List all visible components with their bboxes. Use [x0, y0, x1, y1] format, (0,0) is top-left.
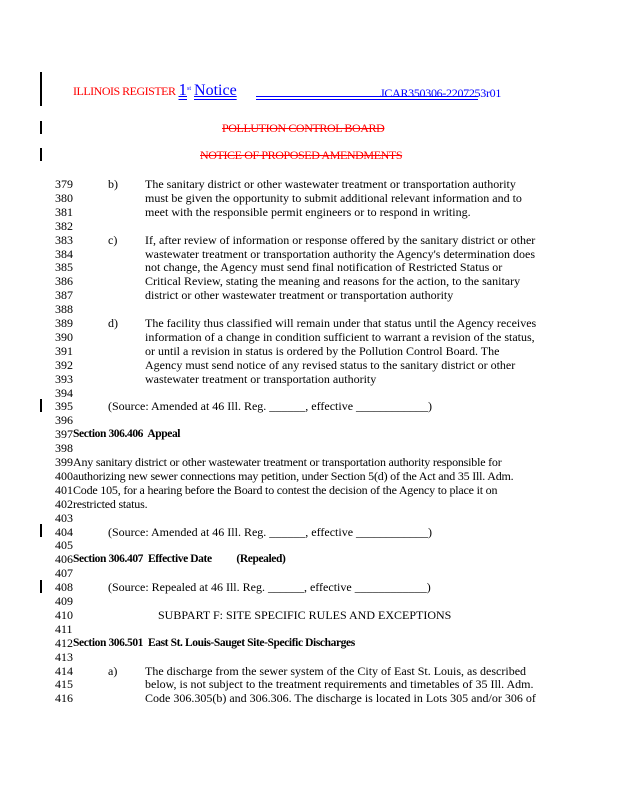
document-line: [0, 344, 618, 358]
document-line: [0, 205, 618, 219]
item-text: The sanitary district or other wastewater treatment or transportation authority: [145, 177, 516, 191]
line-number: 403: [55, 510, 73, 525]
page-header: [73, 80, 237, 100]
page-number: 1: [178, 80, 187, 99]
line-number: 382: [55, 218, 73, 233]
line-number: 415: [55, 677, 73, 692]
line-number: 407: [55, 566, 73, 581]
line-number: 388: [55, 302, 73, 317]
document-line: [0, 608, 618, 622]
document-line: [0, 427, 618, 441]
item-text: not change, the Agency must send final notification of Restricted Status or: [145, 260, 503, 275]
document-line: [0, 191, 618, 205]
document-line: [0, 622, 618, 636]
item-text: Code 306.305(b) and 306.306. The discharge is located in Lots 305 and/or 306 of: [145, 691, 536, 706]
notice-label: Notice: [194, 82, 237, 99]
document-line: [0, 552, 618, 566]
document-line: [0, 219, 618, 233]
change-bar: [40, 72, 42, 106]
line-number: 379: [55, 177, 73, 191]
line-number: 394: [55, 385, 73, 400]
document-line: [0, 372, 618, 386]
document-line: [0, 260, 618, 274]
item-text: wastewater treatment or transportation authority: [145, 371, 377, 386]
line-number: 399: [55, 455, 73, 469]
item-text: Agency must send notice of any revised status to the sanitary district or other: [145, 357, 516, 372]
notice-type: NOTICE OF PROPOSED AMENDMENTS: [200, 148, 403, 162]
document-line: [0, 233, 618, 247]
line-number: 381: [55, 204, 73, 219]
document-line: [0, 358, 618, 372]
item-text: district or other wastewater treatment or transportation authority: [145, 288, 454, 303]
item-text: information of a change in condition sufficient to warrant a revision of the status,: [145, 329, 535, 344]
paragraph-text: Any sanitary district or other wastewater treatment or transportation authority responsible for: [73, 455, 502, 469]
paragraph-text: Code 105, for a hearing before the Board to contest the decision of the Agency to place it on: [73, 482, 498, 497]
line-number: 400: [55, 468, 73, 483]
document-line: [0, 386, 618, 400]
document-line: [0, 664, 618, 678]
line-number: 414: [55, 663, 73, 678]
document-line: [0, 177, 618, 191]
document-line: [0, 483, 618, 497]
agency-name: POLLUTION CONTROL BOARD: [222, 121, 385, 135]
line-number: 405: [55, 538, 73, 553]
document-line: [0, 677, 618, 691]
item-label: c): [108, 232, 118, 247]
document-line: [0, 441, 618, 455]
line-number: 413: [55, 649, 73, 664]
source-note: (Source: Amended at 46 Ill. Reg. ______, effective ____________): [108, 399, 433, 414]
line-number: 392: [55, 357, 73, 372]
section-heading: Section 306.407 Effective Date (Repealed): [73, 553, 286, 566]
change-bar: [40, 121, 42, 134]
document-line: [0, 636, 618, 650]
line-number: 408: [55, 580, 73, 595]
document-line: [0, 525, 618, 539]
line-number: 389: [55, 316, 73, 330]
line-number: 390: [55, 329, 73, 344]
line-number: 395: [55, 399, 73, 414]
source-note: (Source: Repealed at 46 Ill. Reg. ______, effective ____________): [108, 580, 431, 595]
line-number: 409: [55, 594, 73, 608]
document-line: [0, 288, 618, 302]
document-line: [0, 511, 618, 525]
document-line: [0, 455, 618, 469]
line-number: 384: [55, 246, 73, 261]
document-line: [0, 580, 618, 594]
item-text: If, after review of information or response offered by the sanitary district or other: [145, 232, 536, 247]
page-superscript: st: [187, 86, 192, 92]
line-number: 387: [55, 288, 73, 303]
line-number: 397: [55, 427, 73, 442]
document-line: [0, 594, 618, 608]
document-id: JCAR350306-2207253r01: [380, 86, 502, 100]
item-label: d): [108, 316, 118, 330]
document-line: [0, 691, 618, 705]
change-bar: [40, 148, 42, 161]
item-text: wastewater treatment or transportation authority the Agency's determination does: [145, 246, 536, 261]
line-number: 391: [55, 343, 73, 358]
document-line: [0, 413, 618, 427]
register-title: ILLINOIS REGISTER: [73, 84, 176, 98]
document-line: [0, 399, 618, 413]
document-line: [0, 302, 618, 316]
line-number: 380: [55, 190, 73, 205]
line-number: 398: [55, 441, 73, 456]
document-line: [0, 566, 618, 580]
line-number: 416: [55, 691, 73, 706]
document-line: [0, 247, 618, 261]
document-line: [0, 330, 618, 344]
document-line: [0, 316, 618, 330]
line-number: 386: [55, 274, 73, 289]
paragraph-text: authorizing new sewer connections may petition, under Section 5(d) of the Act and 35 Ill. Adm.: [73, 468, 514, 483]
line-number: 406: [55, 552, 73, 567]
item-text: must be given the opportunity to submit additional relevant information and to: [145, 190, 522, 205]
item-text: below, is not subject to the treatment requirements and timetables of 35 Ill. Adm.: [145, 677, 534, 692]
section-heading: Section 306.501 East St. Louis-Sauget Site-Specific Discharges: [73, 636, 355, 649]
document-line: [0, 650, 618, 664]
paragraph-text: restricted status.: [73, 496, 148, 511]
line-number: 393: [55, 371, 73, 386]
item-text: Critical Review, stating the meaning and reasons for the action, to the sanitary: [145, 274, 521, 289]
document-line: [0, 469, 618, 483]
item-text: or until a revision in status is ordered by the Pollution Control Board. The: [145, 343, 500, 358]
source-note: (Source: Amended at 46 Ill. Reg. ______, effective ____________): [108, 524, 433, 539]
item-label: b): [108, 177, 118, 191]
item-text: meet with the responsible permit engineers or to respond in writing.: [145, 204, 471, 219]
item-text: The discharge from the sewer system of the City of East St. Louis, as described: [145, 663, 527, 678]
item-label: a): [108, 663, 118, 678]
line-number: 383: [55, 232, 73, 247]
line-number: 402: [55, 496, 73, 511]
section-heading: Section 306.406 Appeal: [73, 428, 181, 441]
line-number: 385: [55, 260, 73, 275]
line-number: 401: [55, 482, 73, 497]
line-number: 410: [55, 607, 73, 622]
document-line: [0, 497, 618, 511]
line-number: 404: [55, 524, 73, 539]
item-text: The facility thus classified will remain under that status until the Agency receives: [145, 316, 537, 330]
line-number: 411: [55, 621, 73, 636]
line-number: 396: [55, 413, 73, 428]
line-number: 412: [55, 635, 73, 650]
subpart-heading: SUBPART F: SITE SPECIFIC RULES AND EXCEPTIONS: [158, 607, 452, 622]
document-line: [0, 274, 618, 288]
document-line: [0, 538, 618, 552]
